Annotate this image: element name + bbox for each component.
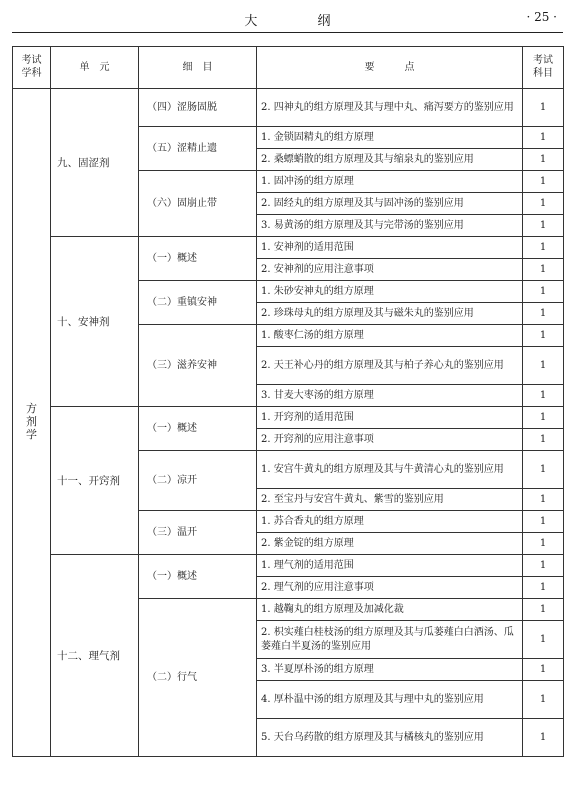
- point-cell: 2. 天王补心丹的组方原理及其与柏子养心丸的鉴别应用: [257, 347, 523, 385]
- level-cell: 1: [523, 429, 564, 451]
- point-cell: 1. 朱砂安神丸的组方原理: [257, 281, 523, 303]
- point-cell: 1. 苏合香丸的组方原理: [257, 511, 523, 533]
- point-cell: 3. 甘麦大枣汤的组方原理: [257, 385, 523, 407]
- level-cell: 1: [523, 385, 564, 407]
- level-cell: 1: [523, 533, 564, 555]
- level-cell: 1: [523, 149, 564, 171]
- point-cell: 2. 固经丸的组方原理及其与固冲汤的鉴别应用: [257, 193, 523, 215]
- point-cell: 2. 紫金锭的组方原理: [257, 533, 523, 555]
- point-cell: 2. 四神丸的组方原理及其与理中丸、痛泻要方的鉴别应用: [257, 89, 523, 127]
- point-cell: 1. 酸枣仁汤的组方原理: [257, 325, 523, 347]
- level-cell: 1: [523, 237, 564, 259]
- page-number: · 25 ·: [526, 10, 557, 24]
- point-cell: 1. 开窍剂的适用范围: [257, 407, 523, 429]
- level-cell: 1: [523, 127, 564, 149]
- point-cell: 1. 固冲汤的组方原理: [257, 171, 523, 193]
- header-point: 要 点: [257, 47, 523, 89]
- item-cell: （三）温开: [139, 511, 257, 555]
- level-cell: 1: [523, 193, 564, 215]
- header-level: 考试科目: [523, 47, 564, 89]
- point-cell: 1. 理气剂的适用范围: [257, 555, 523, 577]
- header-item: 细 目: [139, 47, 257, 89]
- point-cell: 2. 安神剂的应用注意事项: [257, 259, 523, 281]
- level-cell: 1: [523, 659, 564, 681]
- item-cell: （二）凉开: [139, 451, 257, 511]
- table-row: [13, 555, 564, 577]
- point-cell: 1. 安神剂的适用范围: [257, 237, 523, 259]
- level-cell: 1: [523, 281, 564, 303]
- item-cell: （二）重镇安神: [139, 281, 257, 325]
- item-cell: （一）概述: [139, 407, 257, 451]
- table-row: [13, 407, 564, 429]
- level-cell: 1: [523, 325, 564, 347]
- table-header-row: [13, 47, 564, 89]
- level-cell: 1: [523, 89, 564, 127]
- level-cell: 1: [523, 259, 564, 281]
- level-cell: 1: [523, 555, 564, 577]
- subject-cell: [13, 89, 51, 757]
- header-subject: 考试学科: [13, 47, 51, 89]
- item-cell: （一）概述: [139, 555, 257, 599]
- level-cell: 1: [523, 171, 564, 193]
- item-cell: （二）行气: [139, 599, 257, 757]
- point-cell: 2. 理气剂的应用注意事项: [257, 577, 523, 599]
- level-cell: 1: [523, 303, 564, 325]
- point-cell: 1. 安宫牛黄丸的组方原理及其与牛黄清心丸的鉴别应用: [257, 451, 523, 489]
- point-cell: 2. 桑螵蛸散的组方原理及其与缩泉丸的鉴别应用: [257, 149, 523, 171]
- level-cell: 1: [523, 215, 564, 237]
- header-unit: 单 元: [51, 47, 139, 89]
- item-cell: （四）涩肠固脱: [139, 89, 257, 127]
- point-cell: 5. 天台乌药散的组方原理及其与橘核丸的鉴别应用: [257, 719, 523, 757]
- unit-cell: 九、固涩剂: [51, 89, 139, 237]
- item-cell: （三）滋养安神: [139, 325, 257, 407]
- point-cell: 1. 越鞠丸的组方原理及加减化裁: [257, 599, 523, 621]
- page-header: [12, 10, 563, 30]
- level-cell: 1: [523, 621, 564, 659]
- point-cell: 2. 枳实薤白桂枝汤的组方原理及其与瓜蒌薤白白酒汤、瓜蒌薤白半夏汤的鉴别应用: [257, 621, 523, 659]
- point-cell: 3. 易黄汤的组方原理及其与完带汤的鉴别应用: [257, 215, 523, 237]
- point-cell: 4. 厚朴温中汤的组方原理及其与理中丸的鉴别应用: [257, 681, 523, 719]
- item-cell: （六）固崩止带: [139, 171, 257, 237]
- unit-cell: 十二、理气剂: [51, 555, 139, 757]
- point-cell: 2. 开窍剂的应用注意事项: [257, 429, 523, 451]
- level-cell: 1: [523, 407, 564, 429]
- subject-label: 方剂学: [26, 402, 37, 441]
- syllabus-table: [12, 46, 564, 757]
- item-cell: （一）概述: [139, 237, 257, 281]
- point-cell: 3. 半夏厚朴汤的组方原理: [257, 659, 523, 681]
- unit-cell: 十、安神剂: [51, 237, 139, 407]
- header-rule: [12, 32, 563, 33]
- level-cell: 1: [523, 599, 564, 621]
- level-cell: 1: [523, 719, 564, 757]
- unit-cell: 十一、开窍剂: [51, 407, 139, 555]
- table-row: [13, 89, 564, 127]
- page-title: 大 纲: [244, 14, 359, 29]
- level-cell: 1: [523, 681, 564, 719]
- level-cell: 1: [523, 511, 564, 533]
- point-cell: 1. 金锁固精丸的组方原理: [257, 127, 523, 149]
- level-cell: 1: [523, 489, 564, 511]
- point-cell: 2. 珍珠母丸的组方原理及其与磁朱丸的鉴别应用: [257, 303, 523, 325]
- table-row: [13, 237, 564, 259]
- item-cell: （五）涩精止遗: [139, 127, 257, 171]
- level-cell: 1: [523, 347, 564, 385]
- point-cell: 2. 至宝丹与安宫牛黄丸、紫雪的鉴别应用: [257, 489, 523, 511]
- level-cell: 1: [523, 451, 564, 489]
- level-cell: 1: [523, 577, 564, 599]
